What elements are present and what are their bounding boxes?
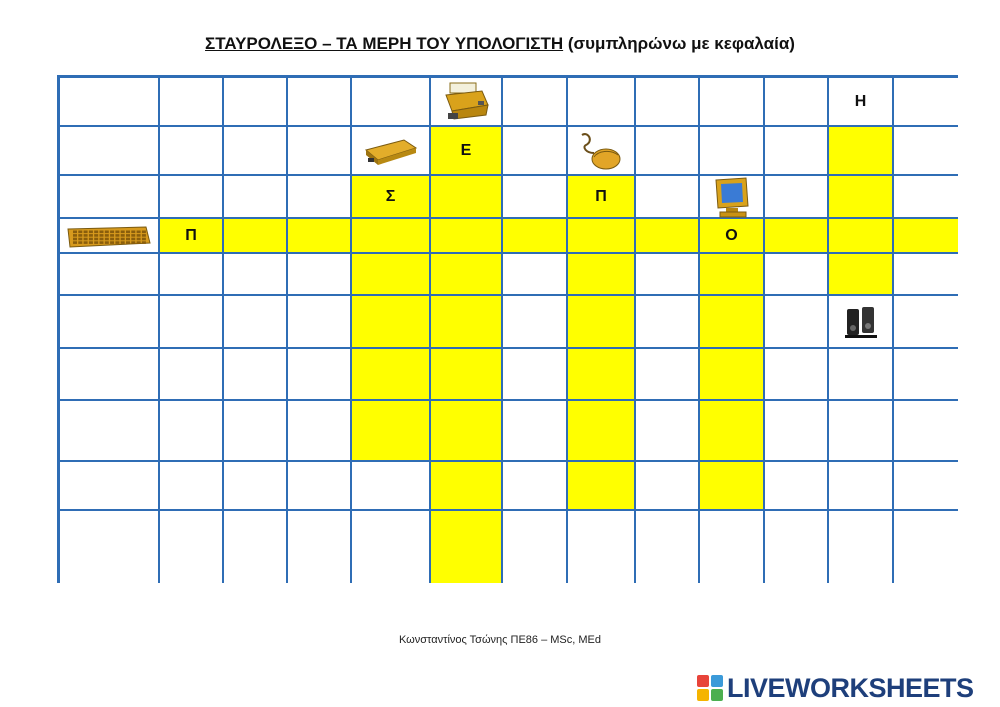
empty-cell [636, 462, 700, 511]
empty-cell [224, 127, 288, 176]
answer-letter-input[interactable] [829, 127, 892, 174]
empty-cell [829, 511, 894, 583]
empty-cell [636, 127, 700, 176]
answer-letter-input[interactable] [829, 219, 892, 252]
answer-letter-input[interactable] [431, 254, 501, 294]
given-letter: Σ [385, 187, 396, 205]
answer-cell [352, 401, 431, 462]
given-letter-cell [160, 219, 224, 254]
answer-cell [894, 219, 958, 254]
empty-cell [636, 176, 700, 219]
answer-cell [829, 127, 894, 176]
empty-cell [60, 127, 160, 176]
empty-cell [636, 511, 700, 583]
crossword-grid [57, 75, 958, 583]
empty-cell [503, 296, 568, 349]
empty-cell [503, 78, 568, 127]
given-letter: Ε [460, 141, 472, 159]
answer-letter-input[interactable] [765, 219, 827, 252]
empty-cell [160, 127, 224, 176]
empty-cell [765, 254, 829, 296]
empty-cell [894, 78, 958, 127]
answer-letter-input[interactable] [568, 349, 634, 399]
answer-cell [700, 401, 765, 462]
given-letter-cell [829, 78, 894, 127]
answer-letter-input[interactable] [352, 219, 429, 252]
given-letter: Π [185, 226, 197, 244]
empty-cell [160, 296, 224, 349]
answer-letter-input[interactable] [700, 401, 763, 460]
answer-cell [224, 219, 288, 254]
given-letter-cell [352, 176, 431, 219]
answer-letter-input[interactable] [431, 511, 501, 583]
empty-cell [224, 511, 288, 583]
empty-cell [894, 254, 958, 296]
answer-cell [431, 462, 503, 511]
answer-letter-input[interactable] [224, 219, 286, 252]
empty-cell [700, 127, 765, 176]
monitor-icon [712, 176, 752, 218]
empty-cell [894, 401, 958, 462]
answer-letter-input[interactable] [431, 219, 501, 252]
empty-cell [894, 127, 958, 176]
answer-cell [568, 296, 636, 349]
clue-picture-cell [60, 219, 160, 254]
empty-cell [60, 78, 160, 127]
empty-cell [288, 349, 352, 401]
empty-cell [160, 176, 224, 219]
answer-cell [700, 349, 765, 401]
empty-cell [288, 254, 352, 296]
empty-cell [224, 78, 288, 127]
empty-cell [288, 401, 352, 462]
empty-cell [503, 254, 568, 296]
answer-cell [829, 219, 894, 254]
empty-cell [224, 462, 288, 511]
answer-letter-input[interactable] [700, 254, 763, 294]
answer-cell [352, 254, 431, 296]
empty-cell [765, 127, 829, 176]
empty-cell [60, 462, 160, 511]
empty-cell [160, 349, 224, 401]
answer-cell [288, 219, 352, 254]
empty-cell [636, 296, 700, 349]
empty-cell [636, 254, 700, 296]
clue-picture-cell [568, 127, 636, 176]
empty-cell [636, 78, 700, 127]
empty-cell [503, 511, 568, 583]
answer-cell [700, 296, 765, 349]
empty-cell [160, 462, 224, 511]
answer-letter-input[interactable] [829, 254, 892, 294]
answer-letter-input[interactable] [700, 296, 763, 347]
title-main: ΣΤΑΥΡΟΛΕΞΟ – ΤΑ ΜΕΡΗ ΤΟΥ ΥΠΟΛΟΓΙΣΤΗ [205, 34, 564, 53]
answer-cell [568, 219, 636, 254]
answer-cell [568, 349, 636, 401]
answer-cell [829, 176, 894, 219]
empty-cell [894, 511, 958, 583]
answer-cell [352, 296, 431, 349]
empty-cell [503, 401, 568, 462]
answer-cell [431, 511, 503, 583]
answer-cell [431, 254, 503, 296]
empty-cell [288, 78, 352, 127]
answer-letter-input[interactable] [352, 401, 429, 460]
empty-cell [765, 349, 829, 401]
empty-cell [160, 401, 224, 462]
empty-cell [352, 462, 431, 511]
empty-cell [568, 78, 636, 127]
empty-cell [60, 349, 160, 401]
answer-cell [700, 462, 765, 511]
empty-cell [503, 127, 568, 176]
empty-cell [894, 176, 958, 219]
answer-letter-input[interactable] [700, 462, 763, 509]
answer-letter-input[interactable] [352, 296, 429, 347]
empty-cell [224, 296, 288, 349]
empty-cell [568, 511, 636, 583]
empty-cell [829, 462, 894, 511]
empty-cell [503, 462, 568, 511]
answer-letter-input[interactable] [431, 176, 501, 217]
mouse-icon [578, 131, 624, 171]
clue-picture-cell [352, 127, 431, 176]
answer-cell [431, 349, 503, 401]
answer-letter-input[interactable] [568, 254, 634, 294]
answer-letter-input[interactable] [352, 349, 429, 399]
empty-cell [60, 254, 160, 296]
empty-cell [60, 176, 160, 219]
answer-letter-input[interactable] [568, 462, 634, 509]
answer-letter-input[interactable] [568, 296, 634, 347]
liveworksheets-logo-icon [697, 675, 723, 701]
answer-cell [568, 401, 636, 462]
clue-picture-cell [829, 296, 894, 349]
answer-cell [829, 254, 894, 296]
answer-letter-input[interactable] [352, 254, 429, 294]
given-letter-cell [700, 219, 765, 254]
answer-cell [568, 462, 636, 511]
empty-cell [224, 254, 288, 296]
empty-cell [288, 296, 352, 349]
empty-cell [288, 176, 352, 219]
empty-cell [503, 349, 568, 401]
empty-cell [894, 349, 958, 401]
empty-cell [765, 176, 829, 219]
empty-cell [700, 78, 765, 127]
empty-cell [829, 349, 894, 401]
title-instruction: (συμπληρώνω με κεφαλαία) [567, 34, 795, 53]
answer-cell [700, 254, 765, 296]
given-letter: Π [595, 187, 607, 205]
answer-cell [431, 401, 503, 462]
answer-letter-input[interactable] [568, 401, 634, 460]
answer-letter-input[interactable] [431, 296, 501, 347]
empty-cell [160, 78, 224, 127]
empty-cell [636, 401, 700, 462]
answer-letter-input[interactable] [503, 219, 566, 252]
speakers-icon [844, 305, 878, 339]
empty-cell [160, 254, 224, 296]
clue-picture-cell [431, 78, 503, 127]
empty-cell [503, 176, 568, 219]
liveworksheets-logo [697, 672, 974, 704]
empty-cell [160, 511, 224, 583]
answer-letter-input[interactable] [829, 176, 892, 217]
empty-cell [224, 349, 288, 401]
empty-cell [765, 78, 829, 127]
answer-letter-input[interactable] [431, 401, 501, 460]
worksheet-title [0, 34, 1000, 54]
answer-letter-input[interactable] [431, 462, 501, 509]
empty-cell [636, 349, 700, 401]
answer-letter-input[interactable] [894, 219, 958, 252]
empty-cell [352, 78, 431, 127]
empty-cell [60, 401, 160, 462]
empty-cell [224, 176, 288, 219]
empty-cell [765, 296, 829, 349]
answer-letter-input[interactable] [700, 349, 763, 399]
answer-cell [431, 176, 503, 219]
empty-cell [894, 296, 958, 349]
empty-cell [352, 511, 431, 583]
brand-name: LIVEWORKSHEETS [727, 672, 974, 703]
given-letter-cell [568, 176, 636, 219]
answer-cell [431, 219, 503, 254]
empty-cell [60, 511, 160, 583]
answer-letter-input[interactable] [431, 349, 501, 399]
author-credit: Κωνσταντίνος Τσώνης ΠΕ86 – MSc, MEd [398, 634, 602, 646]
keyboard-icon [66, 223, 152, 249]
empty-cell [765, 401, 829, 462]
answer-cell [352, 349, 431, 401]
clue-picture-cell [700, 176, 765, 219]
printer-icon [442, 81, 490, 123]
empty-cell [765, 462, 829, 511]
answer-cell [352, 219, 431, 254]
empty-cell [765, 511, 829, 583]
answer-cell [503, 219, 568, 254]
empty-cell [60, 296, 160, 349]
scanner-icon [364, 136, 418, 166]
empty-cell [288, 511, 352, 583]
given-letter-cell [431, 127, 503, 176]
answer-letter-input[interactable] [288, 219, 350, 252]
empty-cell [288, 127, 352, 176]
answer-letter-input[interactable] [568, 219, 634, 252]
answer-cell [765, 219, 829, 254]
empty-cell [829, 401, 894, 462]
answer-cell [636, 219, 700, 254]
answer-cell [568, 254, 636, 296]
empty-cell [224, 401, 288, 462]
given-letter: Ο [725, 226, 738, 244]
empty-cell [288, 462, 352, 511]
empty-cell [700, 511, 765, 583]
answer-letter-input[interactable] [636, 219, 698, 252]
empty-cell [894, 462, 958, 511]
given-letter: Η [854, 92, 867, 110]
answer-cell [431, 296, 503, 349]
